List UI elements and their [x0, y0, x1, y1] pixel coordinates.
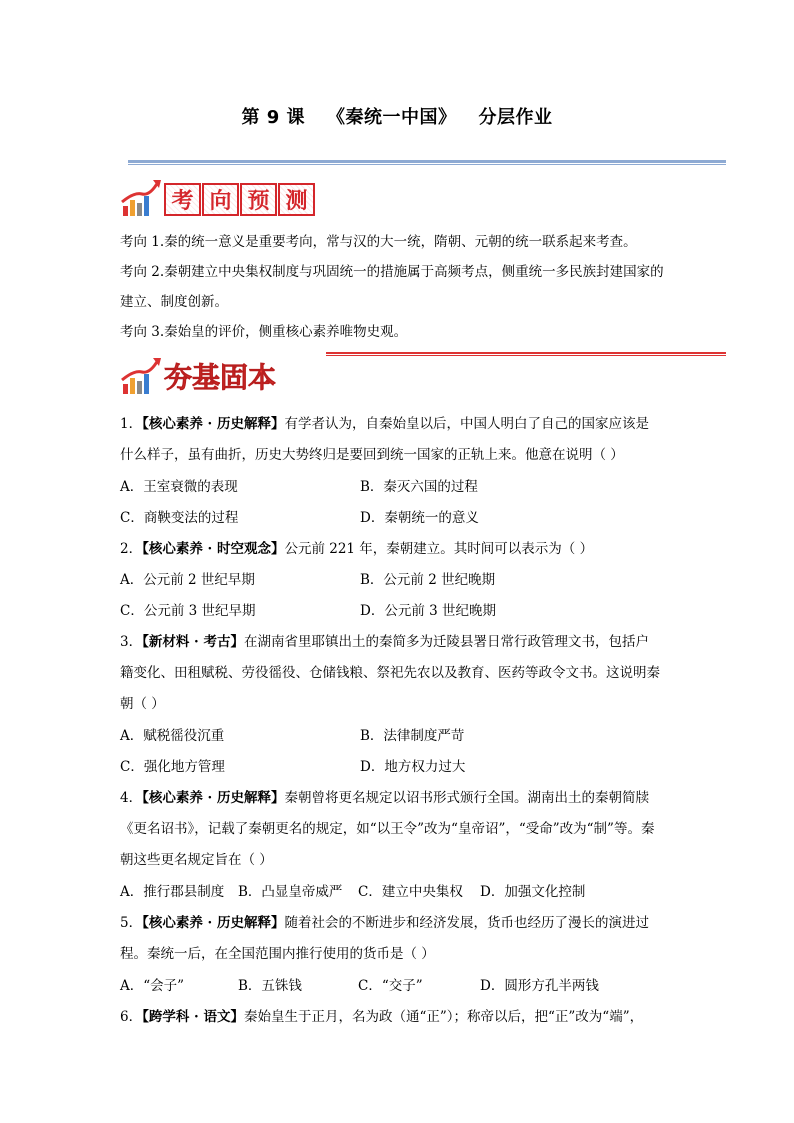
option-c: C．强化地方管理: [120, 759, 225, 775]
option-a: A．王室衰微的表现: [120, 479, 238, 495]
banner-title: 夯基固本: [164, 361, 277, 394]
question-2-line-1: 2．【核心素养 · 时空观念】公元前 221 年，秦朝建立。其时间可以表示为（ ）: [120, 541, 594, 557]
question-3-line-3: 朝（ ）: [120, 696, 165, 712]
option-d: D．加强文化控制: [480, 884, 586, 900]
option-a: A．赋税徭役沉重: [120, 728, 225, 744]
kaoxiang-line-2: 考向 2.秦朝建立中央集权制度与巩固统一的措施属于高频考点，侧重统一多民族封建国家的: [120, 264, 664, 280]
question-5-line-2: 程。秦统一后，在全国范围内推行使用的货币是（ ）: [120, 946, 435, 962]
question-tag: 【核心素养 · 时空观念】: [142, 541, 285, 557]
section-divider: [326, 352, 726, 356]
question-5-line-1: 5．【核心素养 · 历史解释】随着社会的不断进步和经济发展，货币也经历了漫长的演进过: [120, 915, 649, 931]
question-tag: 【核心素养 · 历史解释】: [142, 416, 285, 432]
title-lesson: 第 9 课: [241, 107, 306, 128]
question-tag: 【核心素养 · 历史解释】: [142, 790, 285, 806]
option-d: D．秦朝统一的意义: [360, 510, 479, 526]
option-d: D．圆形方孔半两钱: [480, 978, 599, 994]
section-banner-hangji: [120, 354, 276, 396]
question-6-line-1: 6．【跨学科 · 语文】秦始皇生于正月，名为政（通“正”）；称帝以后，把“正”改为“端”，: [120, 1009, 644, 1025]
question-4-line-1: 4．【核心素养 · 历史解释】秦朝曾将更名规定以诏书形式颁行全国。湖南出土的秦朝简牍: [120, 790, 649, 806]
stamp-char: 向: [202, 183, 239, 216]
section-banner-kaoxiang: [120, 176, 315, 218]
option-d: D．地方权力过大: [360, 759, 466, 775]
option-a: A．“会子”: [120, 978, 185, 994]
stamp-char: 考: [164, 183, 201, 216]
question-1-line-1: 1．【核心素养 · 历史解释】有学者认为，自秦始皇以后，中国人明白了自己的国家应该是: [120, 416, 649, 432]
question-1-line-2: 什么样子，虽有曲折，历史大势终归是要回到统一国家的正轨上来。他意在说明（ ）: [120, 447, 624, 463]
option-a: A．推行郡县制度: [120, 884, 225, 900]
question-3-line-2: 籍变化、田租赋税、劳役徭役、仓储钱粮、祭祀先农以及教育、医药等政令文书。这说明秦: [120, 665, 660, 681]
option-b: B．公元前 2 世纪晚期: [360, 572, 496, 588]
growth-chart-icon: [120, 356, 162, 396]
option-c: C．建立中央集权: [358, 884, 463, 900]
option-b: B．五铢钱: [238, 978, 302, 994]
kaoxiang-line-4: 考向 3.秦始皇的评价，侧重核心素养唯物史观。: [120, 324, 408, 340]
growth-chart-icon: [120, 178, 162, 218]
stamp-char: 预: [240, 183, 277, 216]
question-tag: 【跨学科 · 语文】: [142, 1009, 244, 1025]
page-title: [0, 103, 794, 129]
title-divider: [128, 160, 726, 165]
question-tag: 【新材料 · 考古】: [142, 634, 244, 650]
option-b: B．法律制度严苛: [360, 728, 465, 744]
option-c: C．商鞅变法的过程: [120, 510, 239, 526]
question-4-line-3: 朝这些更名规定旨在（ ）: [120, 852, 273, 868]
title-name: 《秦统一中国》: [327, 107, 457, 128]
option-c: C．公元前 3 世纪早期: [120, 603, 256, 619]
stamp-char: 测: [278, 183, 315, 216]
question-4-line-2: 《更名诏书》，记载了秦朝更名的规定，如“以王令”改为“皇帝诏”，“受命”改为“制”等。秦: [120, 821, 655, 837]
kaoxiang-line-1: 考向 1.秦的统一意义是重要考向，常与汉的大一统，隋朝、元朝的统一联系起来考查。: [120, 234, 637, 250]
option-a: A．公元前 2 世纪早期: [120, 572, 255, 588]
question-3-line-1: 3．【新材料 · 考古】在湖南省里耶镇出土的秦简多为迁陵县署日常行政管理文书，包括户: [120, 634, 649, 650]
option-c: C．“交子”: [358, 978, 423, 994]
question-tag: 【核心素养 · 历史解释】: [142, 915, 285, 931]
option-b: B．秦灭六国的过程: [360, 479, 478, 495]
kaoxiang-line-3: 建立、制度创新。: [120, 294, 228, 310]
banner-stamps: [164, 183, 315, 216]
option-b: B．凸显皇帝威严: [238, 884, 343, 900]
option-d: D．公元前 3 世纪晚期: [360, 603, 496, 619]
title-subtitle: 分层作业: [478, 107, 553, 128]
